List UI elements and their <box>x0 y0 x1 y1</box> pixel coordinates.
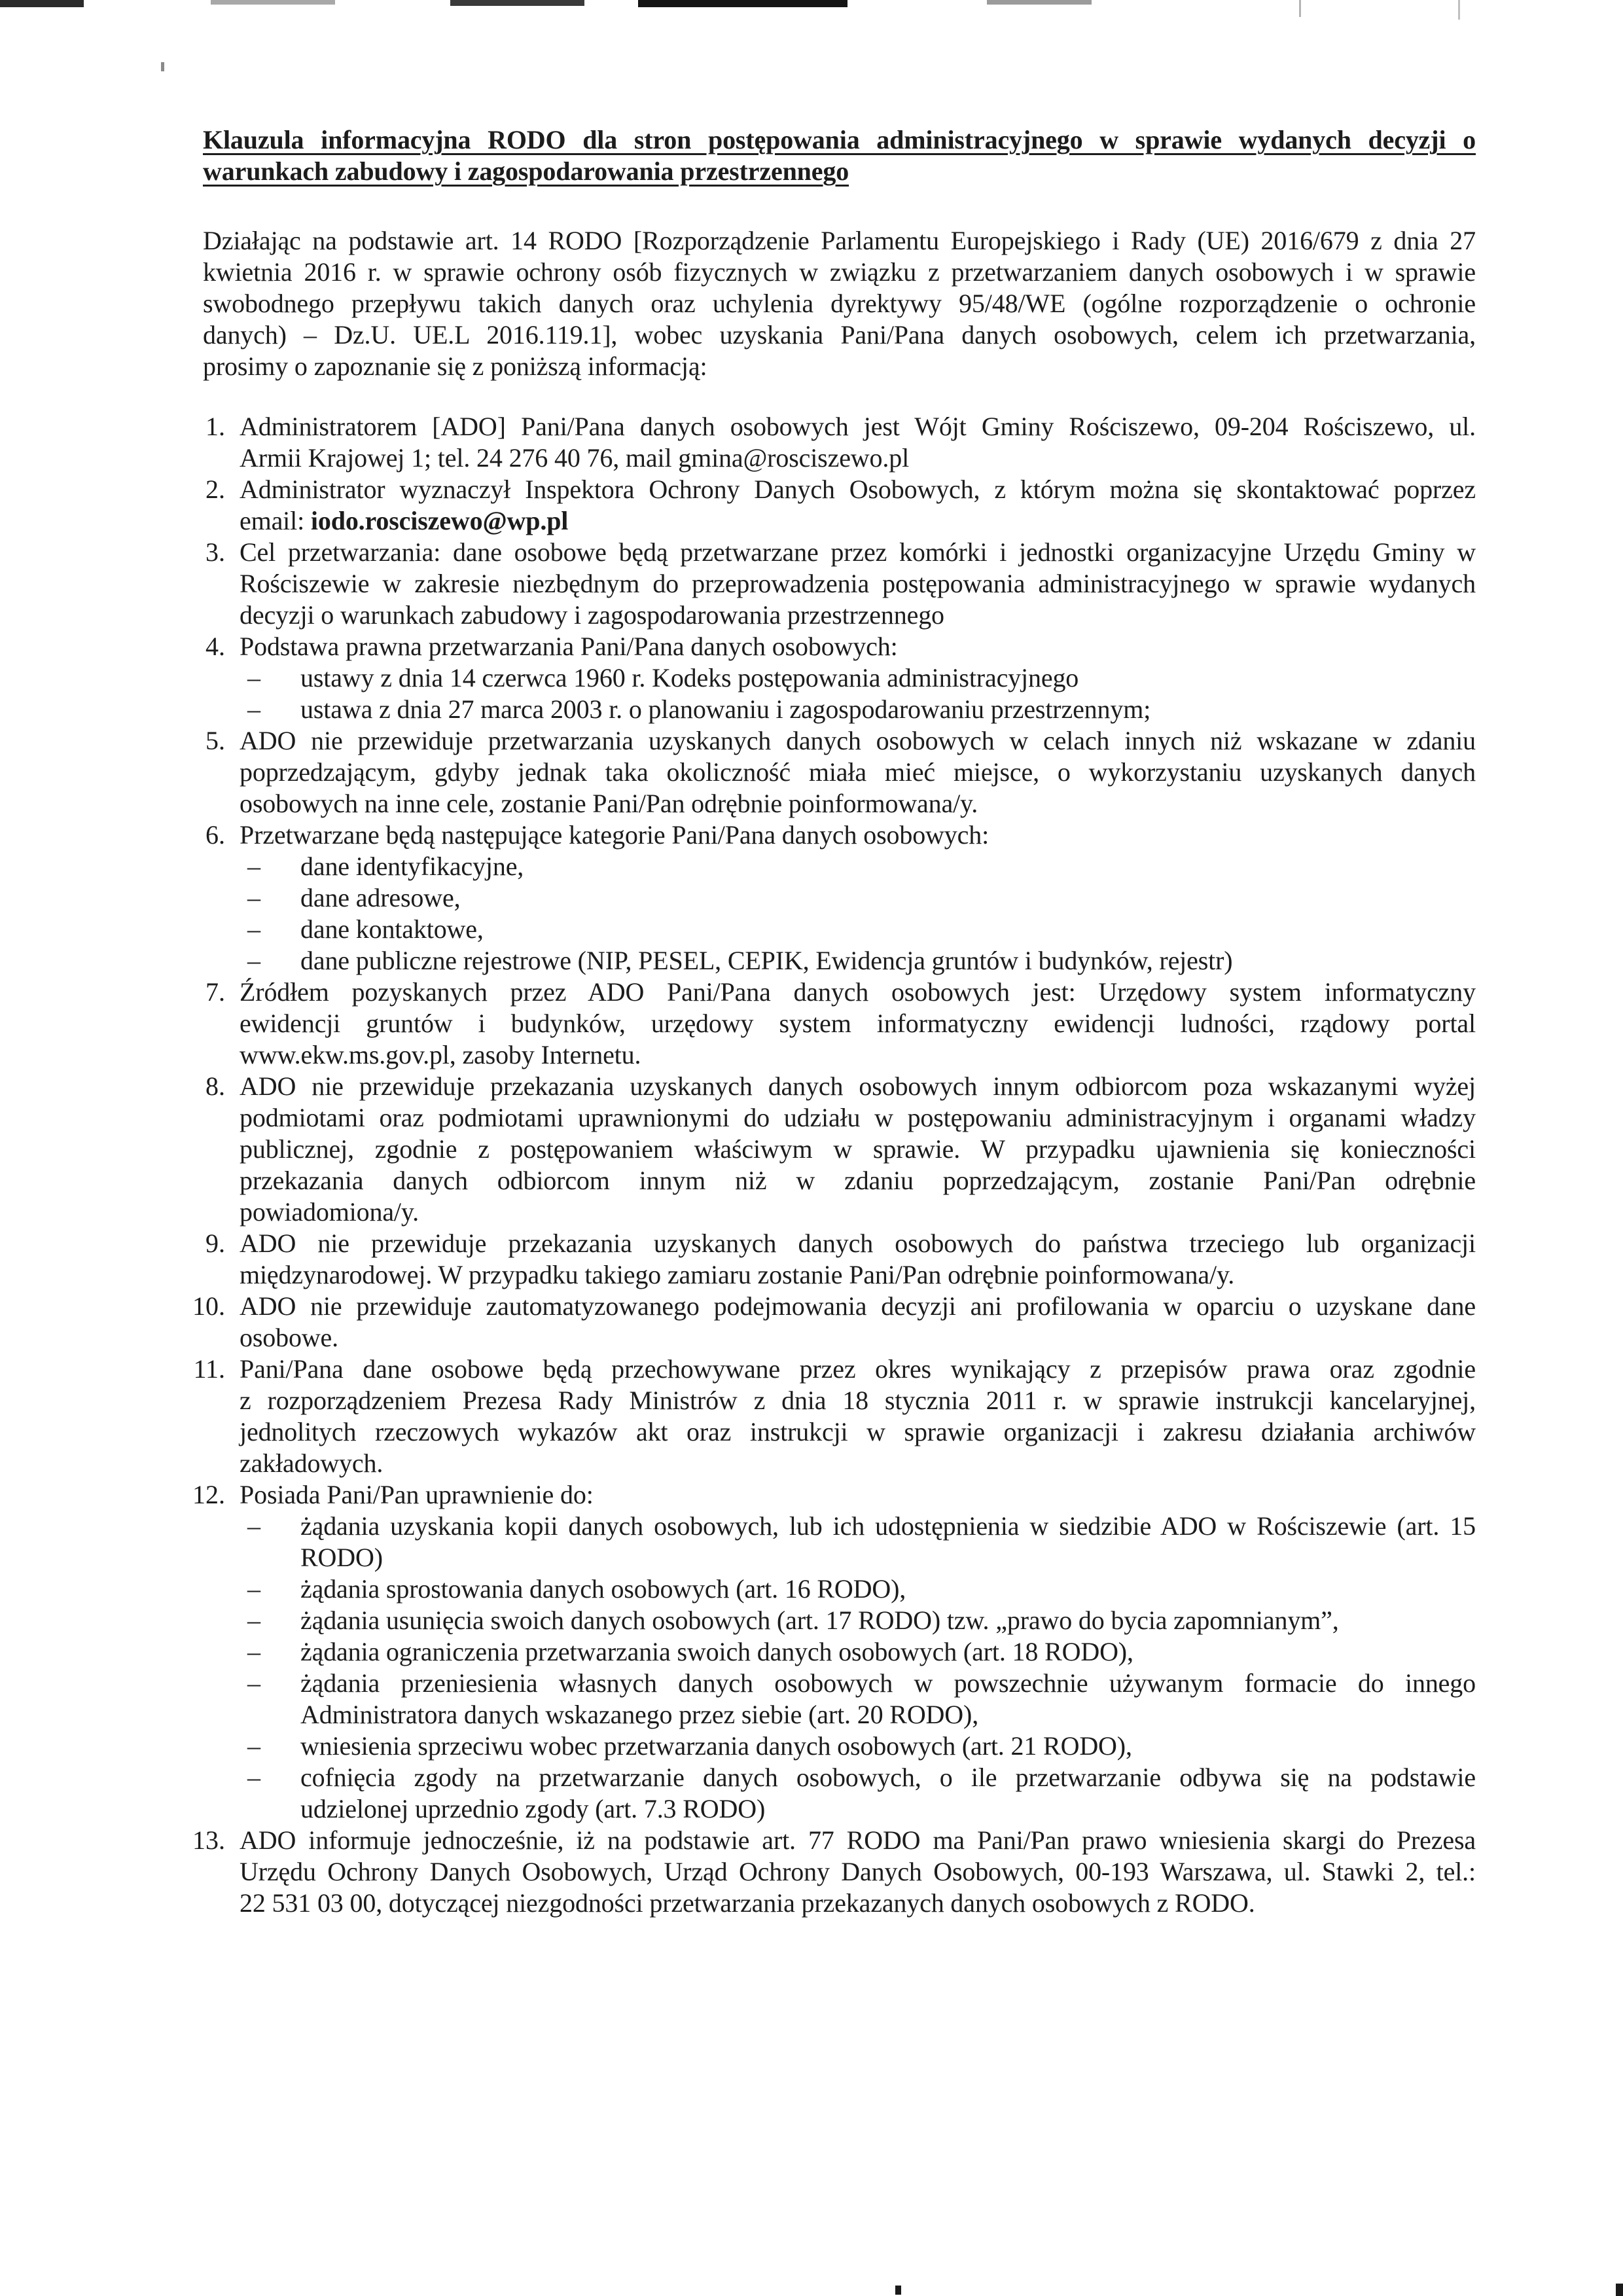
text-line: Podstawa prawna przetwarzania Pani/Pana danych osobowych: <box>240 632 898 661</box>
text-line: poprzedzającym, gdyby jednak taka okoliczność miała mieć miejsce, o wykorzystaniu uzyskanych danych <box>240 757 1476 787</box>
dash-bullet: – <box>247 852 260 881</box>
list-item <box>193 1354 1476 1479</box>
text-line: ustawy z dnia 14 czerwca 1960 r. Kodeks postępowania administracyjnego <box>300 663 1079 692</box>
list-item <box>203 537 1476 631</box>
numbered-list <box>192 411 1476 1919</box>
text-line: ADO nie przewiduje przekazania uzyskanych danych osobowych do państwa trzeciego lub organizacji <box>240 1229 1476 1258</box>
text-line: RODO) <box>300 1543 383 1572</box>
scan-artifact <box>211 0 335 5</box>
list-item-number: 13. <box>192 1825 225 1855</box>
dash-bullet: – <box>247 663 260 692</box>
dash-bullet: – <box>247 883 260 912</box>
list-item-number: 12. <box>192 1480 225 1509</box>
list-item-number: 11. <box>193 1354 225 1384</box>
text-segment: email: <box>240 506 311 535</box>
text-line: zakładowych. <box>240 1448 383 1478</box>
text-line: prosimy o zapoznanie się z poniższą informacją: <box>203 351 707 381</box>
text-line: publicznej, zgodnie z postępowaniem właściwym w sprawie. W przypadku ujawnienia się konieczności <box>240 1134 1476 1164</box>
text-line: osobowe. <box>240 1323 339 1352</box>
scan-artifact <box>987 0 1092 5</box>
dash-bullet: – <box>247 1605 260 1635</box>
list-item <box>203 1071 1476 1228</box>
dash-bullet: – <box>247 1637 260 1666</box>
scan-artifact <box>450 0 584 6</box>
dash-bullet: – <box>247 1668 260 1698</box>
text-line: żądania ograniczenia przetwarzania swoich danych osobowych (art. 18 RODO), <box>300 1637 1133 1666</box>
text-line: Rościszewie w zakresie niezbędnym do przeprowadzenia postępowania administracyjnego w sprawie wydanych <box>240 569 1476 598</box>
text-line: Administratorem [ADO] Pani/Pana danych osobowych jest Wójt Gminy Rościszewo, 09-204 Rościszewo, ul. <box>240 412 1476 441</box>
text-line: dane kontaktowe, <box>300 914 484 944</box>
document-title <box>203 124 1476 187</box>
list-item <box>203 725 1476 819</box>
list-item-number: 6. <box>205 820 225 850</box>
list-item-number: 4. <box>205 632 225 661</box>
text-line: warunkach zabudowy i zagospodarowania przestrzennego <box>203 156 849 186</box>
list-item-number: 1. <box>205 412 225 441</box>
scan-artifact <box>0 0 84 7</box>
dash-bullet: – <box>247 1574 260 1604</box>
list-item <box>192 1291 1476 1354</box>
text-line: ADO nie przewiduje zautomatyzowanego podejmowania decyzji ani profilowania w oparciu o uzyskane dane <box>240 1291 1476 1321</box>
text-line: ewidencji gruntów i budynków, urzędowy system informatyczny ewidencji ludności, rządowy portal <box>240 1009 1476 1038</box>
list-item <box>203 819 1476 977</box>
text-line: powiadomiona/y. <box>240 1197 419 1227</box>
list-subitem <box>240 1762 1476 1825</box>
text-line: Armii Krajowej 1; tel. 24 276 40 76, mail gmina@rosciszewo.pl <box>240 443 910 473</box>
text-line: żądania uzyskania kopii danych osobowych, lub ich udostępnienia w siedzibie ADO w Rościszewie (art. 15 <box>300 1511 1476 1541</box>
list-subitem <box>240 1636 1476 1668</box>
dash-bullet: – <box>247 694 260 724</box>
dash-bullet: – <box>247 1511 260 1541</box>
scan-artifact <box>161 62 164 71</box>
text-line: ustawa z dnia 27 marca 2003 r. o planowaniu i zagospodarowaniu przestrzennym; <box>300 694 1151 724</box>
list-item-number: 5. <box>205 726 225 755</box>
text-line: żądania przeniesienia własnych danych osobowych w powszechnie używanym formacie do innego <box>300 1668 1476 1698</box>
text-line: Urzędu Ochrony Danych Osobowych, Urząd Ochrony Danych Osobowych, 00-193 Warszawa, ul. Stawki 2, tel.: <box>240 1857 1476 1886</box>
text-line: Administrator wyznaczył Inspektora Ochrony Danych Osobowych, z którym można się skontaktować poprzez <box>240 475 1476 504</box>
text-line: decyzji o warunkach zabudowy i zagospodarowania przestrzennego <box>240 600 944 630</box>
text-line: podmiotami oraz podmiotami uprawnionymi do udziału w postępowaniu administracyjnym i organami władzy <box>240 1103 1476 1132</box>
text-line: 22 531 03 00, dotyczącej niezgodności przetwarzania przekazanych danych osobowych z RODO. <box>240 1888 1255 1918</box>
dash-bullet: – <box>247 1763 260 1792</box>
text-line: cofnięcia zgody na przetwarzanie danych osobowych, o ile przetwarzanie odbywa się na podstawie <box>300 1763 1476 1792</box>
scan-artifact <box>1616 2284 1623 2296</box>
text-line: Działając na podstawie art. 14 RODO [Rozporządzenie Parlamentu Europejskiego i Rady (UE) 2016/679 z dnia 27 <box>203 226 1476 255</box>
text-line: Administratora danych wskazanego przez siebie (art. 20 RODO), <box>300 1700 979 1729</box>
list-subitem <box>240 1731 1476 1762</box>
text-line: jednolitych rzeczowych wykazów akt oraz instrukcji w sprawie organizacji i zakresu działania archiwów <box>240 1417 1476 1446</box>
intro-paragraph <box>203 225 1476 382</box>
list-subitem <box>240 882 1476 914</box>
text-line: przekazania danych odbiorcom innym niż w zdaniu poprzedzającym, zostanie Pani/Pan odrębnie <box>240 1166 1476 1195</box>
text-line: żądania usunięcia swoich danych osobowych (art. 17 RODO) tzw. „prawo do bycia zapomnianym”, <box>300 1605 1339 1635</box>
text-line: swobodnego przepływu takich danych oraz uchylenia dyrektywy 95/48/WE (ogólne rozporządzenie o ochronie <box>203 289 1476 318</box>
text-line: żądania sprostowania danych osobowych (art. 16 RODO), <box>300 1574 906 1604</box>
list-item-number: 3. <box>205 537 225 567</box>
text-line: międzynarodowej. W przypadku takiego zamiaru zostanie Pani/Pan odrębnie poinformowana/y. <box>240 1260 1235 1289</box>
email-address: iodo.rosciszewo@wp.pl <box>310 506 569 535</box>
list-item <box>192 1825 1476 1919</box>
text-line <box>240 505 1476 537</box>
list-item <box>203 977 1476 1071</box>
text-line: dane publiczne rejestrowe (NIP, PESEL, CEPIK, Ewidencja gruntów i budynków, rejestr) <box>300 946 1233 975</box>
dash-bullet: – <box>247 914 260 944</box>
text-line: Posiada Pani/Pan uprawnienie do: <box>240 1480 594 1509</box>
list-subitem <box>240 1511 1476 1573</box>
list-subitem <box>240 914 1476 945</box>
list-item-number: 9. <box>205 1229 225 1258</box>
document-content <box>192 124 1476 1919</box>
scan-artifact <box>895 2286 901 2295</box>
text-line: dane identyfikacyjne, <box>300 852 524 881</box>
text-line: ADO nie przewiduje przekazania uzyskanych danych osobowych innym odbiorcom poza wskazanymi wyżej <box>240 1071 1476 1101</box>
dash-bullet: – <box>247 946 260 975</box>
text-line: Cel przetwarzania: dane osobowe będą przetwarzane przez komórki i jednostki organizacyjne Urzędu Gminy w <box>240 537 1476 567</box>
list-item-number: 2. <box>205 475 225 504</box>
text-line: wniesienia sprzeciwu wobec przetwarzania danych osobowych (art. 21 RODO), <box>300 1731 1132 1761</box>
scan-artifact <box>638 0 847 7</box>
list-item <box>192 1479 1476 1825</box>
text-line: z rozporządzeniem Prezesa Rady Ministrów z dnia 18 stycznia 2011 r. w sprawie instrukcji kancelaryjnej, <box>240 1386 1476 1415</box>
text-line: danych) – Dz.U. UE.L 2016.119.1], wobec uzyskania Pani/Pana danych osobowych, celem ich przetwarzania, <box>203 320 1476 350</box>
list-subitem <box>240 662 1476 694</box>
list-item-number: 8. <box>205 1071 225 1101</box>
list-item <box>203 631 1476 725</box>
text-line: Pani/Pana dane osobowe będą przechowywane przez okres wynikający z przepisów prawa oraz zgodnie <box>240 1354 1476 1384</box>
dash-bullet: – <box>247 1731 260 1761</box>
text-line: udzielonej uprzednio zgody (art. 7.3 RODO) <box>300 1794 766 1823</box>
scan-artifact <box>1458 0 1460 20</box>
text-line: osobowych na inne cele, zostanie Pani/Pan odrębnie poinformowana/y. <box>240 789 978 818</box>
list-item <box>203 1228 1476 1291</box>
list-item <box>203 411 1476 474</box>
scan-artifact <box>1299 0 1301 17</box>
text-line: Klauzula informacyjna RODO dla stron postępowania administracyjnego w sprawie wydanych decyzji o <box>203 125 1476 154</box>
text-line: Przetwarzane będą następujące kategorie Pani/Pana danych osobowych: <box>240 820 990 850</box>
text-line: kwietnia 2016 r. w sprawie ochrony osób fizycznych w związku z przetwarzaniem danych osobowych i w sprawie <box>203 257 1476 287</box>
list-subitem <box>240 1668 1476 1731</box>
list-subitem <box>240 1573 1476 1605</box>
list-subitem <box>240 1605 1476 1636</box>
list-subitem <box>240 694 1476 725</box>
list-subitem <box>240 945 1476 977</box>
text-line: dane adresowe, <box>300 883 461 912</box>
list-subitem <box>240 851 1476 882</box>
text-line: www.ekw.ms.gov.pl, zasoby Internetu. <box>240 1040 641 1069</box>
text-line: Źródłem pozyskanych przez ADO Pani/Pana danych osobowych jest: Urzędowy system informatyczny <box>240 977 1476 1007</box>
list-item-number: 10. <box>192 1291 225 1321</box>
text-line: ADO informuje jednocześnie, iż na podstawie art. 77 RODO ma Pani/Pan prawo wniesienia skargi do Prezesa <box>240 1825 1476 1855</box>
list-item-number: 7. <box>205 977 225 1007</box>
list-item <box>203 474 1476 537</box>
text-line: ADO nie przewiduje przetwarzania uzyskanych danych osobowych w celach innych niż wskazane w zdaniu <box>240 726 1476 755</box>
